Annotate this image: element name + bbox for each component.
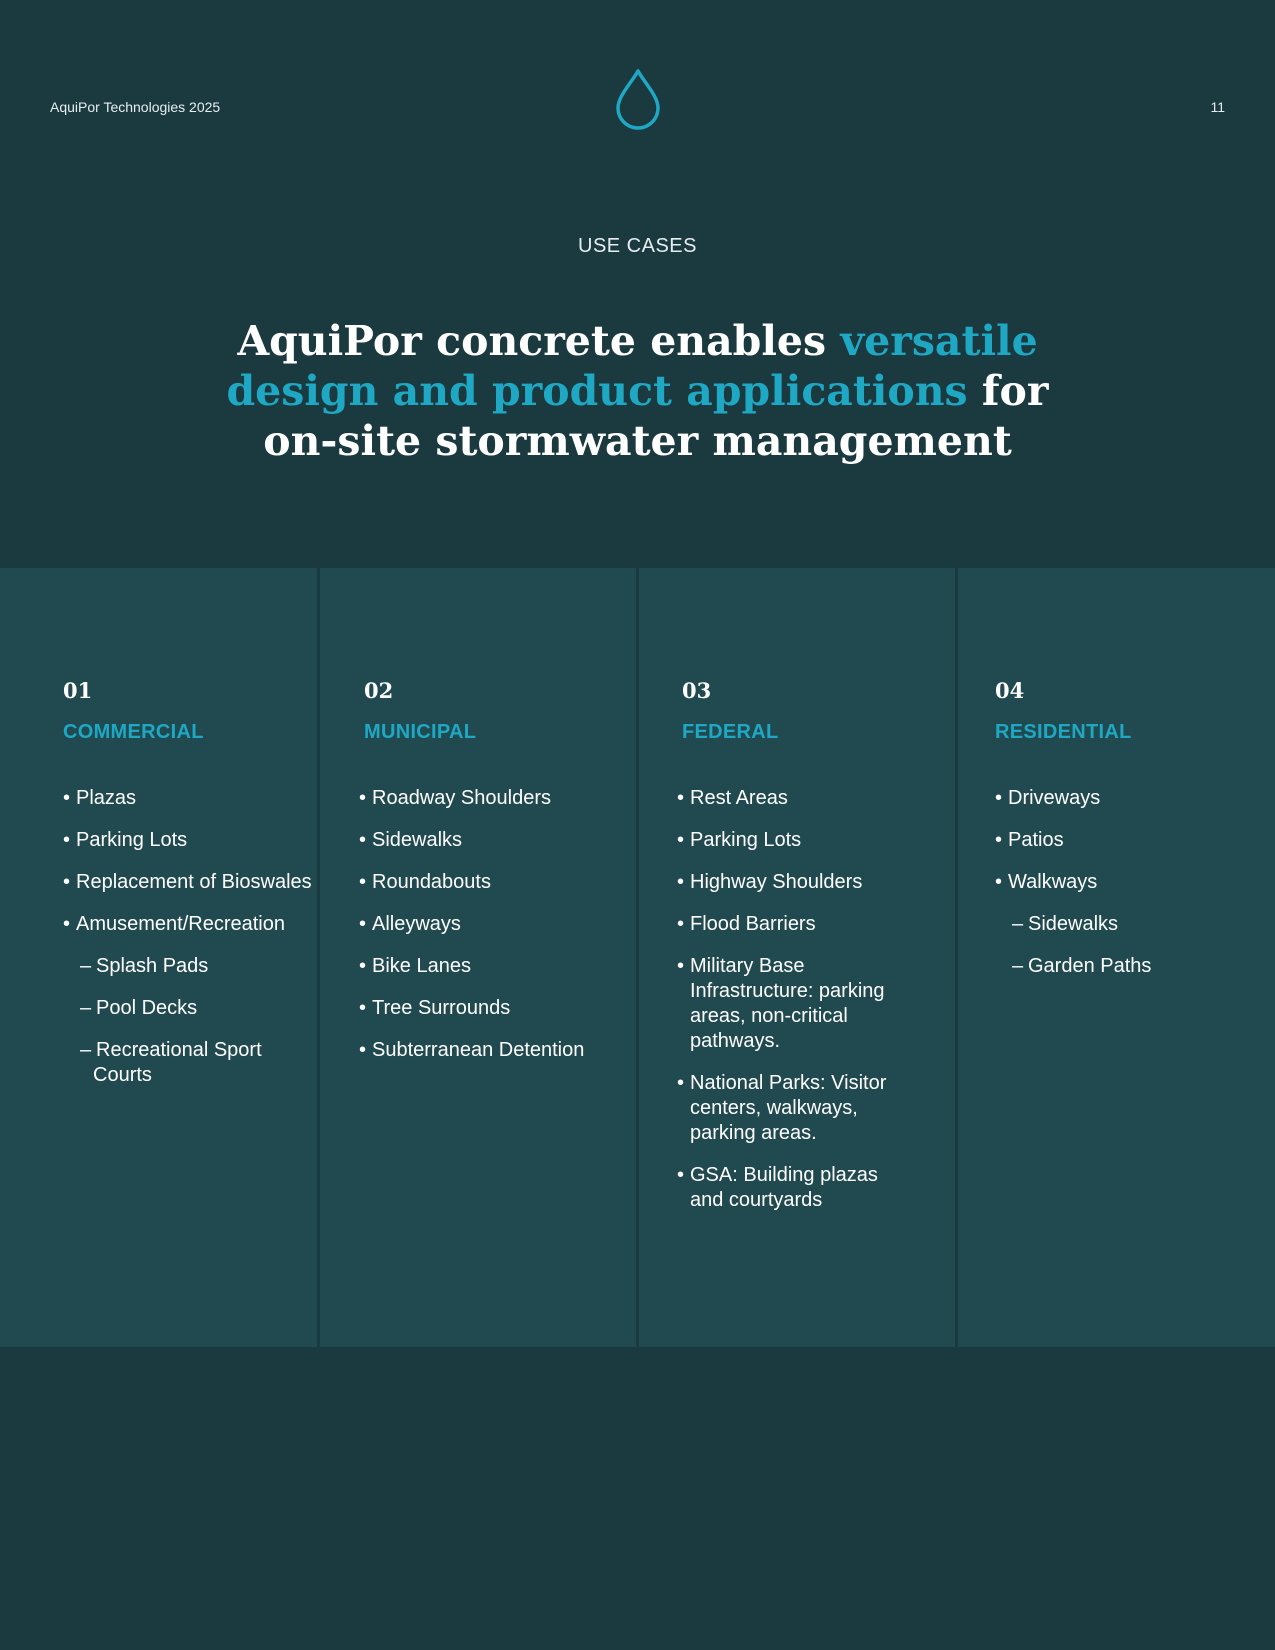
bullet-marker: •: [677, 1072, 685, 1094]
column-municipal: [320, 568, 636, 1347]
dash-marker: –: [1012, 913, 1024, 935]
list-item-text: Recreational Sport Courts: [93, 1039, 262, 1086]
list-item-text: Roundabouts: [372, 871, 491, 893]
list-item-text: Walkways: [1008, 871, 1098, 893]
column-list: [63, 786, 313, 1105]
column-list: [359, 786, 624, 1080]
list-item-text: Rest Areas: [690, 787, 788, 809]
dash-marker: –: [80, 1039, 92, 1061]
list-item: [995, 786, 1255, 811]
column-list: [677, 786, 907, 1230]
bullet-marker: •: [995, 829, 1003, 851]
list-item: [359, 954, 624, 979]
headline-part1: AquiPor concrete enables: [237, 317, 841, 365]
column-number: 03: [682, 678, 712, 703]
bullet-marker: •: [63, 787, 71, 809]
list-item: [677, 870, 907, 895]
section-label: USE CASES: [578, 235, 697, 257]
column-commercial: [0, 568, 317, 1347]
bullet-marker: •: [359, 997, 367, 1019]
bullet-marker: •: [677, 1164, 685, 1186]
list-item: [995, 870, 1255, 895]
column-category: COMMERCIAL: [63, 721, 204, 743]
list-item-text: Patios: [1008, 829, 1064, 851]
sub-list-item: [63, 1038, 313, 1088]
list-item-text: Bike Lanes: [372, 955, 471, 977]
list-item: [359, 996, 624, 1021]
list-item: [63, 828, 313, 853]
list-item: [677, 954, 907, 1054]
dash-marker: –: [80, 997, 92, 1019]
bullet-marker: •: [359, 913, 367, 935]
bullet-marker: •: [359, 1039, 367, 1061]
list-item: [359, 870, 624, 895]
list-item: [677, 828, 907, 853]
dash-marker: –: [1012, 955, 1024, 977]
bullet-marker: •: [359, 787, 367, 809]
sub-list-item: [995, 954, 1255, 979]
list-item: [995, 828, 1255, 853]
bullet-marker: •: [359, 871, 367, 893]
list-item: [359, 912, 624, 937]
column-category: FEDERAL: [682, 721, 779, 743]
list-item-text: Replacement of Bioswales: [76, 871, 312, 893]
bullet-marker: •: [995, 787, 1003, 809]
bullet-marker: •: [63, 913, 71, 935]
column-residential: [958, 568, 1275, 1347]
list-item-text: Parking Lots: [76, 829, 188, 851]
list-item-text: Sidewalks: [1028, 913, 1119, 935]
bullet-marker: •: [995, 871, 1003, 893]
list-item-text: Flood Barriers: [690, 913, 816, 935]
bullet-marker: •: [677, 871, 685, 893]
list-item-text: Splash Pads: [96, 955, 209, 977]
page-number: 11: [1210, 99, 1225, 115]
list-item: [63, 786, 313, 811]
list-item-text: Driveways: [1008, 787, 1101, 809]
page-headline: [200, 316, 1075, 466]
list-item-text: Amusement/Recreation: [76, 913, 285, 935]
list-item: [677, 786, 907, 811]
list-item-text: Alleyways: [372, 913, 461, 935]
bullet-marker: •: [63, 871, 71, 893]
list-item-text: Subterranean Detention: [372, 1039, 585, 1061]
bullet-marker: •: [677, 787, 685, 809]
bullet-marker: •: [359, 829, 367, 851]
list-item: [359, 828, 624, 853]
bullet-marker: •: [677, 829, 685, 851]
list-item-text: Parking Lots: [690, 829, 802, 851]
list-item-text: Highway Shoulders: [690, 871, 863, 893]
bullet-marker: •: [677, 913, 685, 935]
list-item-text: Roadway Shoulders: [372, 787, 551, 809]
list-item: [63, 912, 313, 937]
list-item-text: Tree Surrounds: [372, 997, 511, 1019]
list-item-text: Pool Decks: [96, 997, 198, 1019]
list-item-text: GSA: Building plazas and courtyards: [690, 1164, 878, 1211]
list-item-text: Plazas: [76, 787, 137, 809]
list-item-text: National Parks: Visitor centers, walkways, parking areas.: [690, 1072, 887, 1144]
column-category: MUNICIPAL: [364, 721, 477, 743]
water-drop-icon: [614, 68, 662, 130]
column-federal: [639, 568, 955, 1347]
list-item: [677, 912, 907, 937]
list-item: [359, 786, 624, 811]
list-item: [677, 1163, 907, 1213]
list-item: [677, 1071, 907, 1146]
bullet-marker: •: [359, 955, 367, 977]
sub-list-item: [63, 996, 313, 1021]
bullet-marker: •: [63, 829, 71, 851]
list-item: [63, 870, 313, 895]
dash-marker: –: [80, 955, 92, 977]
bullet-marker: •: [677, 955, 685, 977]
column-number: 04: [995, 678, 1025, 703]
sub-list-item: [63, 954, 313, 979]
headline-part2: for on-site stormwater management: [263, 367, 1049, 465]
list-item-text: Military Base Infrastructure: parking areas, non-critical pathways.: [690, 955, 885, 1052]
list-item-text: Sidewalks: [372, 829, 463, 851]
sub-list-item: [995, 912, 1255, 937]
headline-accent: versatile design and product applications: [226, 317, 1038, 415]
column-list: [995, 786, 1255, 996]
header-company-year: AquiPor Technologies 2025: [50, 99, 221, 115]
use-case-columns: [0, 568, 1275, 1347]
column-number: 02: [364, 678, 394, 703]
list-item: [359, 1038, 624, 1063]
list-item-text: Garden Paths: [1028, 955, 1152, 977]
column-category: RESIDENTIAL: [995, 721, 1132, 743]
column-number: 01: [63, 678, 93, 703]
